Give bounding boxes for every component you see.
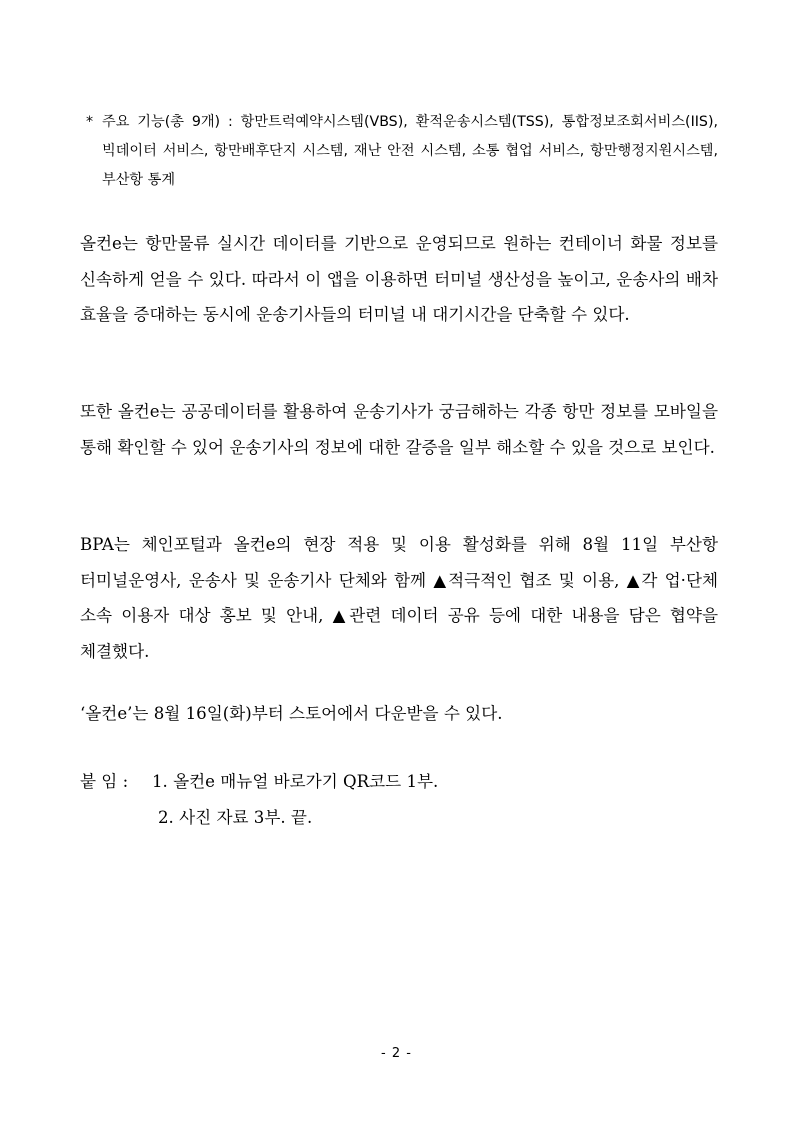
attachments: [80, 764, 720, 835]
paragraph-download: ‘올컨e’는 8월 16일(화)부터 스토어에서 다운받을 수 있다.: [80, 704, 503, 723]
features-note: [86, 108, 718, 195]
note-asterisk: *: [86, 114, 94, 130]
features-note-text: 주요 기능(총 9개) : 항만트럭예약시스템(VBS), 환적운송시스템(TSS), 통합정보조회서비스(IIS), 빅데이터 서비스, 항만배후단지 시스템, 재난 안전 시스템, 소통 협업 서비스, 항만행정지원시스템, 부산항 통계: [102, 114, 718, 188]
attachment-item-qr: 1. 올컨e 매뉴얼 바로가기 QR코드 1부.: [152, 772, 439, 791]
page-number: - 2 -: [381, 1046, 412, 1061]
paragraph-public-data: 또한 올컨e는 공공데이터를 활용하여 운송기사가 궁금해하는 각종 항만 정보를 모바일을 통해 확인할 수 있어 운송기사의 정보에 대한 갈증을 일부 해소할 수 있을 것으로 보인다.: [80, 402, 718, 457]
attachment-label: 붙 임 :: [80, 772, 129, 791]
paragraph-agreement: BPA는 체인포털과 올컨e의 현장 적용 및 이용 활성화를 위해 8월 11일 부산항 터미널운영사, 운송사 및 운송기사 단체와 함께 ▲적극적인 협조 및 이용, ▲각 업·단체 소속 이용자 대상 홍보 및 안내, ▲관련 데이터 공유 등에 대한 내용을 담은 협약을 체결했다.: [80, 535, 718, 661]
paragraph-realtime-data: 올컨e는 항만물류 실시간 데이터를 기반으로 운영되므로 원하는 컨테이너 화물 정보를 신속하게 얻을 수 있다. 따라서 이 앱을 이용하면 터미널 생산성을 높이고, 운송사의 배차 효율을 증대하는 동시에 운송기사들의 터미널 내 대기시간을 단축할 수 있다.: [80, 234, 718, 324]
attachment-row-1: [80, 764, 720, 800]
attachment-item-photos: 2. 사진 자료 3부. 끝.: [158, 807, 313, 827]
attachment-row-2: [80, 800, 720, 836]
